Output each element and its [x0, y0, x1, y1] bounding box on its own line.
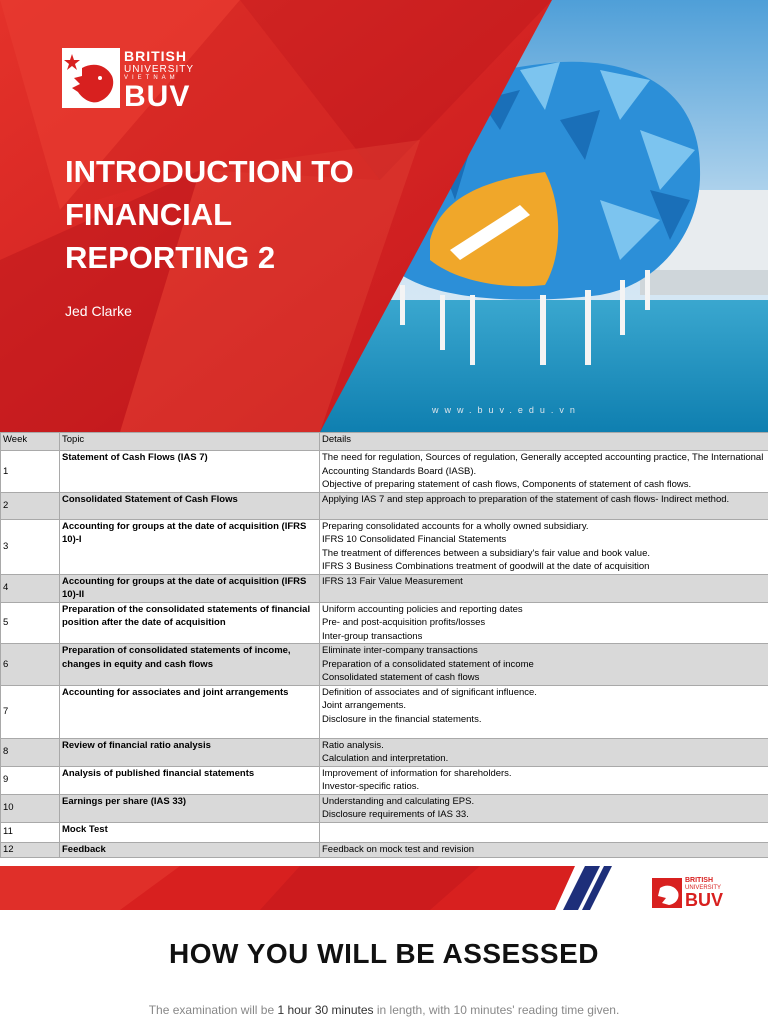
exam-text-before: The examination will be: [148, 1003, 278, 1017]
table-row: [1, 822, 768, 842]
details-cell: [320, 822, 768, 842]
detail-line: Feedback on mock test and revision: [322, 843, 475, 855]
table-row: [1, 644, 768, 686]
detail-line: Uniform accounting policies and reporting dates: [322, 603, 523, 615]
detail-line: Investor-specific ratios.: [322, 781, 420, 792]
week-cell: 12: [1, 842, 60, 857]
detail-line: IFRS 10 Consolidated Financial Statements: [322, 534, 507, 545]
topic-cell: Accounting for groups at the date of acquisition (IFRS 10)-II: [60, 574, 320, 602]
details-cell: [320, 519, 768, 574]
topic-cell: Accounting for groups at the date of acquisition (IFRS 10)-I: [60, 519, 320, 574]
week-cell: 2: [1, 492, 60, 519]
logo-university: UNIVERSITY: [124, 64, 195, 75]
logo-vietnam: VIETNAM: [124, 75, 179, 81]
topic-cell: Consolidated Statement of Cash Flows: [60, 492, 320, 519]
week-cell: 11: [1, 822, 60, 842]
detail-line: IFRS 13 Fair Value Measurement: [322, 575, 463, 587]
buv-logo: [62, 48, 197, 113]
detail-line: Ratio analysis.: [322, 739, 384, 751]
detail-line: Joint arrangements.: [322, 700, 406, 711]
detail-line: Consolidated statement of cash flows: [322, 672, 480, 683]
topic-cell: Mock Test: [60, 822, 320, 842]
detail-line: Calculation and interpretation.: [322, 753, 449, 764]
table-row: [1, 842, 768, 857]
table-row: [1, 574, 768, 602]
schedule-table: [0, 432, 768, 858]
detail-line: Disclosure requirements of IAS 33.: [322, 809, 469, 820]
table-row: [1, 794, 768, 822]
detail-line: Preparation of a consolidated statement of income: [322, 658, 534, 670]
footer-logo-university: UNIVERSITY: [685, 885, 722, 891]
detail-line: IFRS 3 Business Combinations treatment of goodwill at the date of acquisition: [322, 561, 650, 572]
header-details: Details: [320, 433, 768, 451]
table-row: [1, 685, 768, 738]
table-row: [1, 602, 768, 644]
header-week: Week: [1, 433, 60, 451]
exam-duration-text: [0, 1003, 768, 1017]
logo-buv: BUV: [124, 80, 191, 113]
details-cell: [320, 794, 768, 822]
hero-banner: [0, 0, 768, 432]
detail-line: Applying IAS 7 and step approach to preparation of the statement of cash flows- Indirect method.: [322, 493, 730, 505]
details-cell: [320, 685, 768, 738]
table-header-row: [1, 433, 768, 451]
course-title-line: FINANCIAL: [65, 197, 233, 232]
topic-cell: Feedback: [60, 842, 320, 857]
details-cell: [320, 574, 768, 602]
week-cell: 7: [1, 685, 60, 738]
lion-emblem-icon: [62, 48, 120, 108]
detail-line: Pre- and post-acquisition profits/losses: [322, 617, 486, 628]
exam-duration-bold: 1 hour 30 minutes: [277, 1003, 374, 1017]
topic-cell: Statement of Cash Flows (IAS 7): [60, 451, 320, 493]
details-cell: [320, 766, 768, 794]
author-name: Jed Clarke: [65, 303, 132, 319]
week-cell: 4: [1, 574, 60, 602]
course-title: [65, 150, 385, 279]
table-row: [1, 766, 768, 794]
week-cell: 8: [1, 738, 60, 766]
details-cell: [320, 451, 768, 493]
detail-line: Objective of preparing statement of cash flows, Components of statement of cash flows.: [322, 479, 692, 490]
week-cell: 5: [1, 602, 60, 644]
details-cell: [320, 644, 768, 686]
detail-line: Definition of associates and of significant influence.: [322, 686, 537, 698]
topic-cell: Analysis of published financial statements: [60, 766, 320, 794]
course-title-line: INTRODUCTION TO: [65, 154, 354, 189]
table-row: [1, 738, 768, 766]
website-url: www.buv.edu.vn: [432, 405, 581, 415]
topic-cell: Earnings per share (IAS 33): [60, 794, 320, 822]
detail-line: Improvement of information for shareholders.: [322, 767, 512, 779]
topic-cell: Review of financial ratio analysis: [60, 738, 320, 766]
table-row: [1, 492, 768, 519]
detail-line: Understanding and calculating EPS.: [322, 795, 475, 807]
table-row: [1, 519, 768, 574]
table-row: [1, 451, 768, 493]
week-cell: 6: [1, 644, 60, 686]
week-cell: 1: [1, 451, 60, 493]
detail-line: The need for regulation, Sources of regulation, Generally accepted accounting practice, The International Accounting Standards Board (IASB).: [322, 452, 764, 477]
week-cell: 3: [1, 519, 60, 574]
details-cell: [320, 842, 768, 857]
logo-british: BRITISH: [124, 48, 187, 64]
header-topic: Topic: [60, 433, 320, 451]
week-cell: 9: [1, 766, 60, 794]
details-cell: [320, 738, 768, 766]
detail-line: Inter-group transactions: [322, 630, 423, 642]
week-cell: 10: [1, 794, 60, 822]
details-cell: [320, 492, 768, 519]
footer-logo-british: BRITISH: [685, 877, 713, 884]
footer-logo-buv: BUV: [685, 890, 724, 910]
footer-logo: [652, 876, 732, 910]
detail-line: Eliminate inter-company transactions: [322, 645, 478, 656]
detail-line: The treatment of differences between a subsidiary's fair value and book value.: [322, 547, 650, 559]
detail-line: Disclosure in the financial statements.: [322, 713, 482, 725]
detail-line: Preparing consolidated accounts for a wholly owned subsidiary.: [322, 520, 589, 532]
logo-wordmark: [124, 48, 194, 112]
course-title-line: REPORTING 2: [65, 240, 276, 275]
topic-cell: Preparation of consolidated statements of income, changes in equity and cash flows: [60, 644, 320, 686]
topic-cell: Preparation of the consolidated statements of financial position after the date of acquisition: [60, 602, 320, 644]
assessment-heading: HOW YOU WILL BE ASSESSED: [169, 938, 599, 969]
exam-text-after: in length, with 10 minutes' reading time given.: [373, 1003, 620, 1017]
details-cell: [320, 602, 768, 644]
topic-cell: Accounting for associates and joint arrangements: [60, 685, 320, 738]
